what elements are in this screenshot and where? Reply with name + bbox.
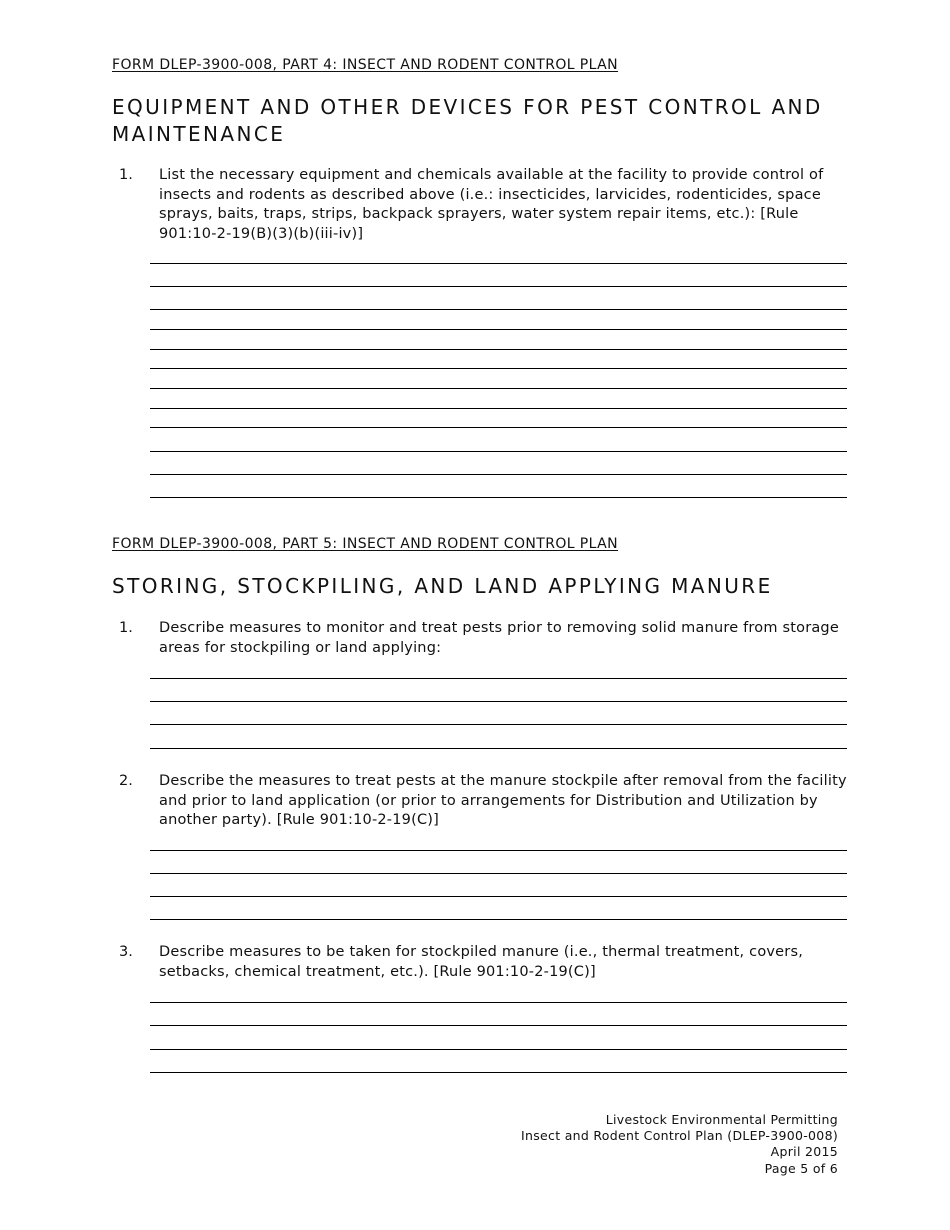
part5-q2-answer-line[interactable]	[150, 919, 847, 920]
part5-q3-answer-line[interactable]	[150, 1049, 847, 1050]
footer-revision-date: April 2015	[770, 1144, 838, 1160]
part5-question-2-text: Describe the measures to treat pests at the manure stockpile after removal from the facility and prior to land application (or prior to arrangements for Distribution and Utilization by another party). [Rule 901:10-2-19(C)]	[159, 773, 847, 828]
part4-form-reference: FORM DLEP-3900-008, PART 4: INSECT AND RODENT CONTROL PLAN	[112, 57, 619, 73]
part5-question-3-text: Describe measures to be taken for stockpiled manure (i.e., thermal treatment, covers, setbacks, chemical treatment, etc.). [Rule 901:10-2-19(C)]	[159, 944, 804, 980]
part5-q1-answer-line[interactable]	[150, 678, 847, 679]
part4-q1-answer-line[interactable]	[150, 474, 847, 475]
part4-question-1-text: List the necessary equipment and chemicals available at the facility to provide control of insects and rodents as described above (i.e.: insecticides, larvicides, rodenticides, space sprays, baits, traps, strips, backpack sprayers, water system repair items, etc.): [Rule 901:10-2-19(B)(3)(b)(iii-iv)]	[159, 167, 824, 242]
part5-q2-answer-line[interactable]	[150, 873, 847, 874]
part4-q1-answer-line[interactable]	[150, 497, 847, 498]
part4-q1-answer-line[interactable]	[150, 388, 847, 389]
part5-q2-answer-line[interactable]	[150, 850, 847, 851]
part5-q1-answer-line[interactable]	[150, 724, 847, 725]
part5-q3-answer-line[interactable]	[150, 1002, 847, 1003]
part4-q1-answer-line[interactable]	[150, 427, 847, 428]
part5-q1-answer-line[interactable]	[150, 748, 847, 749]
part4-q1-answer-line[interactable]	[150, 408, 847, 409]
part5-question-2-number: 2.	[119, 773, 133, 789]
part4-q1-answer-line[interactable]	[150, 329, 847, 330]
part5-q2-answer-line[interactable]	[150, 896, 847, 897]
page-footer	[521, 1112, 838, 1177]
part4-q1-answer-line[interactable]	[150, 451, 847, 452]
part5-section-title: STORING, STOCKPILING, AND LAND APPLYING MANURE	[112, 574, 773, 598]
part5-q3-answer-line[interactable]	[150, 1025, 847, 1026]
part4-q1-answer-line[interactable]	[150, 309, 847, 310]
footer-page-number: Page 5 of 6	[764, 1160, 838, 1176]
part4-section-title: EQUIPMENT AND OTHER DEVICES FOR PEST CONTROL AND MAINTENANCE	[112, 95, 823, 146]
footer-document-title: Insect and Rodent Control Plan (DLEP-3900-008)	[521, 1128, 838, 1144]
part5-q3-answer-line[interactable]	[150, 1072, 847, 1073]
part4-q1-answer-line[interactable]	[150, 368, 847, 369]
part4-q1-answer-line[interactable]	[150, 286, 847, 287]
part4-question-1-number: 1.	[119, 167, 133, 183]
part5-question-3-number: 3.	[119, 944, 133, 960]
part5-question-1-number: 1.	[119, 620, 133, 636]
part5-q1-answer-line[interactable]	[150, 701, 847, 702]
footer-program-name: Livestock Environmental Permitting	[605, 1112, 838, 1127]
part5-form-reference: FORM DLEP-3900-008, PART 5: INSECT AND RODENT CONTROL PLAN	[112, 536, 619, 552]
part4-q1-answer-line[interactable]	[150, 263, 847, 264]
part5-question-1-text: Describe measures to monitor and treat pests prior to removing solid manure from storage areas for stockpiling or land applying:	[159, 620, 839, 656]
part4-q1-answer-line[interactable]	[150, 349, 847, 350]
